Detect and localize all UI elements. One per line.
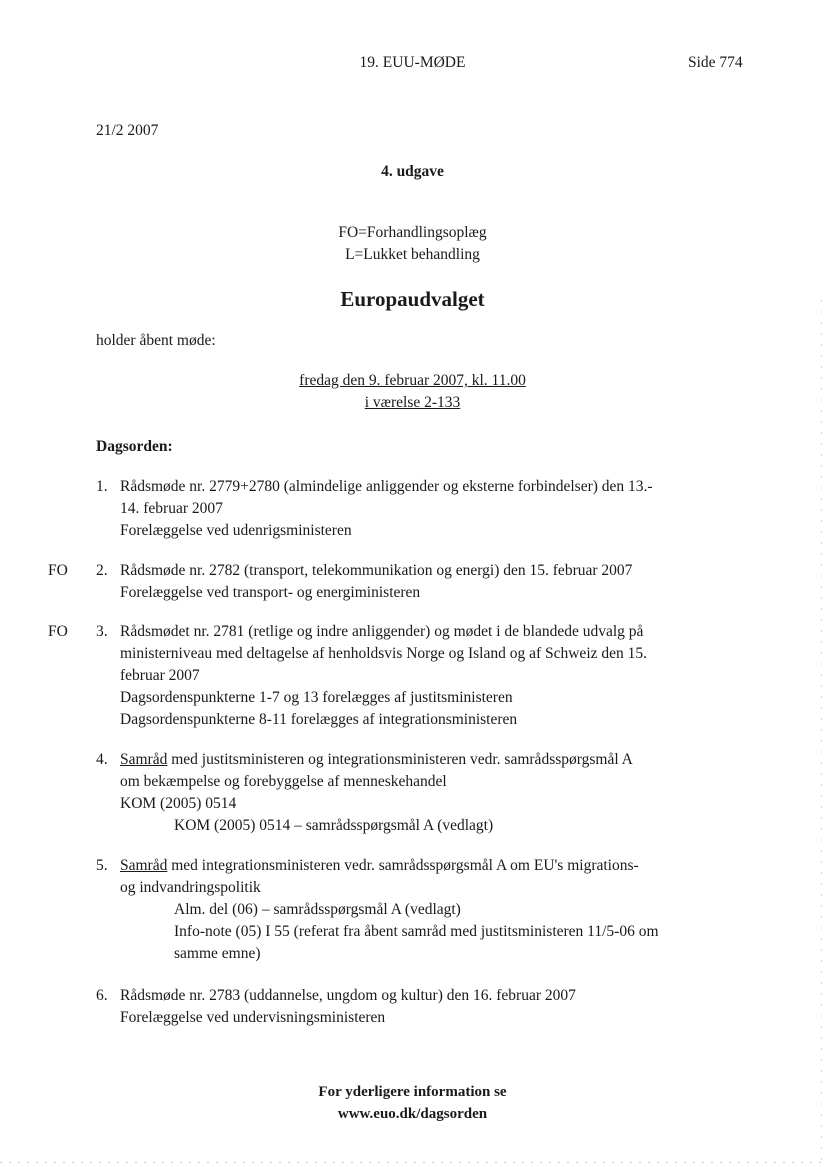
- header-meeting-number: 19. EUU-MØDE: [359, 54, 466, 71]
- document-reference: Info-note (05) I 55 (referat fra åbent samråd med justitsministeren 11/5-06 om: [174, 923, 659, 940]
- agenda-item-text: om bekæmpelse og forebyggelse af menneskehandel: [120, 773, 447, 790]
- agenda-item-text: Rådsmøde nr. 2783 (uddannelse, ungdom og kultur) den 16. februar 2007: [120, 987, 576, 1004]
- document-date: 21/2 2007: [96, 122, 159, 139]
- samraad-label: Samråd: [120, 751, 168, 768]
- fo-flag: FO: [48, 623, 68, 640]
- footer-info: [0, 1081, 825, 1125]
- committee-title: Europaudvalget: [340, 287, 485, 311]
- document-reference: KOM (2005) 0514: [120, 795, 237, 812]
- agenda-item-number: 1.: [96, 478, 108, 495]
- agenda-item-number: 6.: [96, 987, 108, 1004]
- agenda-item-text: Rådsmøde nr. 2782 (transport, telekommunikation og energi) den 15. februar 2007: [120, 562, 633, 579]
- agenda-item-4: [96, 749, 756, 837]
- document-reference: KOM (2005) 0514 – samrådsspørgsmål A (vedlagt): [174, 817, 494, 834]
- legend-l: L=Lukket behandling: [345, 246, 480, 263]
- agenda-item-text: [120, 749, 756, 771]
- header-page-number: Side 774: [688, 54, 743, 71]
- agenda-item-number: 3.: [96, 623, 108, 640]
- agenda-heading: Dagsorden:: [96, 438, 173, 455]
- agenda-item-text: Rådsmøde nr. 2779+2780 (almindelige anliggender og eksterne forbindelser) den 13.-: [120, 478, 653, 495]
- agenda-item-text: og indvandringspolitik: [120, 879, 261, 896]
- agenda-item-presenter: Dagsordenspunkterne 1-7 og 13 forelægges af justitsministeren: [120, 689, 513, 706]
- abbreviation-legend: [0, 222, 825, 266]
- agenda-item-5: [96, 855, 756, 965]
- agenda-item-text-rest: med integrationsministeren vedr. samrådsspørgsmål A om EU's migrations-: [167, 857, 639, 874]
- agenda-item-2: [96, 560, 756, 604]
- fo-flag: FO: [48, 562, 68, 579]
- agenda-item-presenter: Forelæggelse ved undervisningsministeren: [120, 1009, 386, 1026]
- intro-text: holder åbent møde:: [96, 332, 216, 349]
- agenda-item-number: 5.: [96, 857, 108, 874]
- agenda-item-1: [96, 476, 756, 542]
- agenda-item-presenter: Forelæggelse ved transport- og energiministeren: [120, 584, 421, 601]
- edition-label: 4. udgave: [381, 163, 444, 180]
- samraad-label: Samråd: [120, 857, 168, 874]
- agenda-item-number: 2.: [96, 562, 108, 579]
- agenda-item-text: 14. februar 2007: [120, 500, 223, 517]
- scan-edge-artifact: [821, 300, 822, 1160]
- agenda-item-text: februar 2007: [120, 667, 200, 684]
- agenda-item-3: [96, 621, 756, 731]
- agenda-item-text: ministerniveau med deltagelse af henholdsvis Norge og Island og af Schweiz den 15.: [120, 645, 648, 662]
- agenda-item-presenter: Dagsordenspunkterne 8-11 forelægges af integrationsministeren: [120, 711, 518, 728]
- agenda-item-presenter: Forelæggelse ved udenrigsministeren: [120, 522, 352, 539]
- agenda-item-number: 4.: [96, 751, 108, 768]
- footer-url: www.euo.dk/dagsorden: [337, 1106, 488, 1122]
- meeting-time: fredag den 9. februar 2007, kl. 11.00: [299, 372, 526, 389]
- document-reference: Alm. del (06) – samrådsspørgsmål A (vedlagt): [174, 901, 461, 918]
- document-reference: samme emne): [174, 945, 261, 962]
- meeting-room: i værelse 2-133: [364, 394, 461, 411]
- legend-fo: FO=Forhandlingsoplæg: [338, 224, 487, 241]
- agenda-item-text: [120, 855, 756, 877]
- agenda-item-text-rest: med justitsministeren og integrationsministeren vedr. samrådsspørgsmål A: [167, 751, 633, 768]
- agenda-item-6: [96, 985, 756, 1029]
- scan-edge-artifact: [0, 1162, 825, 1163]
- agenda-item-text: Rådsmødet nr. 2781 (retlige og indre anliggender) og mødet i de blandede udvalg på: [120, 623, 644, 640]
- meeting-details: [0, 370, 825, 414]
- footer-text: For yderligere information se: [318, 1084, 507, 1100]
